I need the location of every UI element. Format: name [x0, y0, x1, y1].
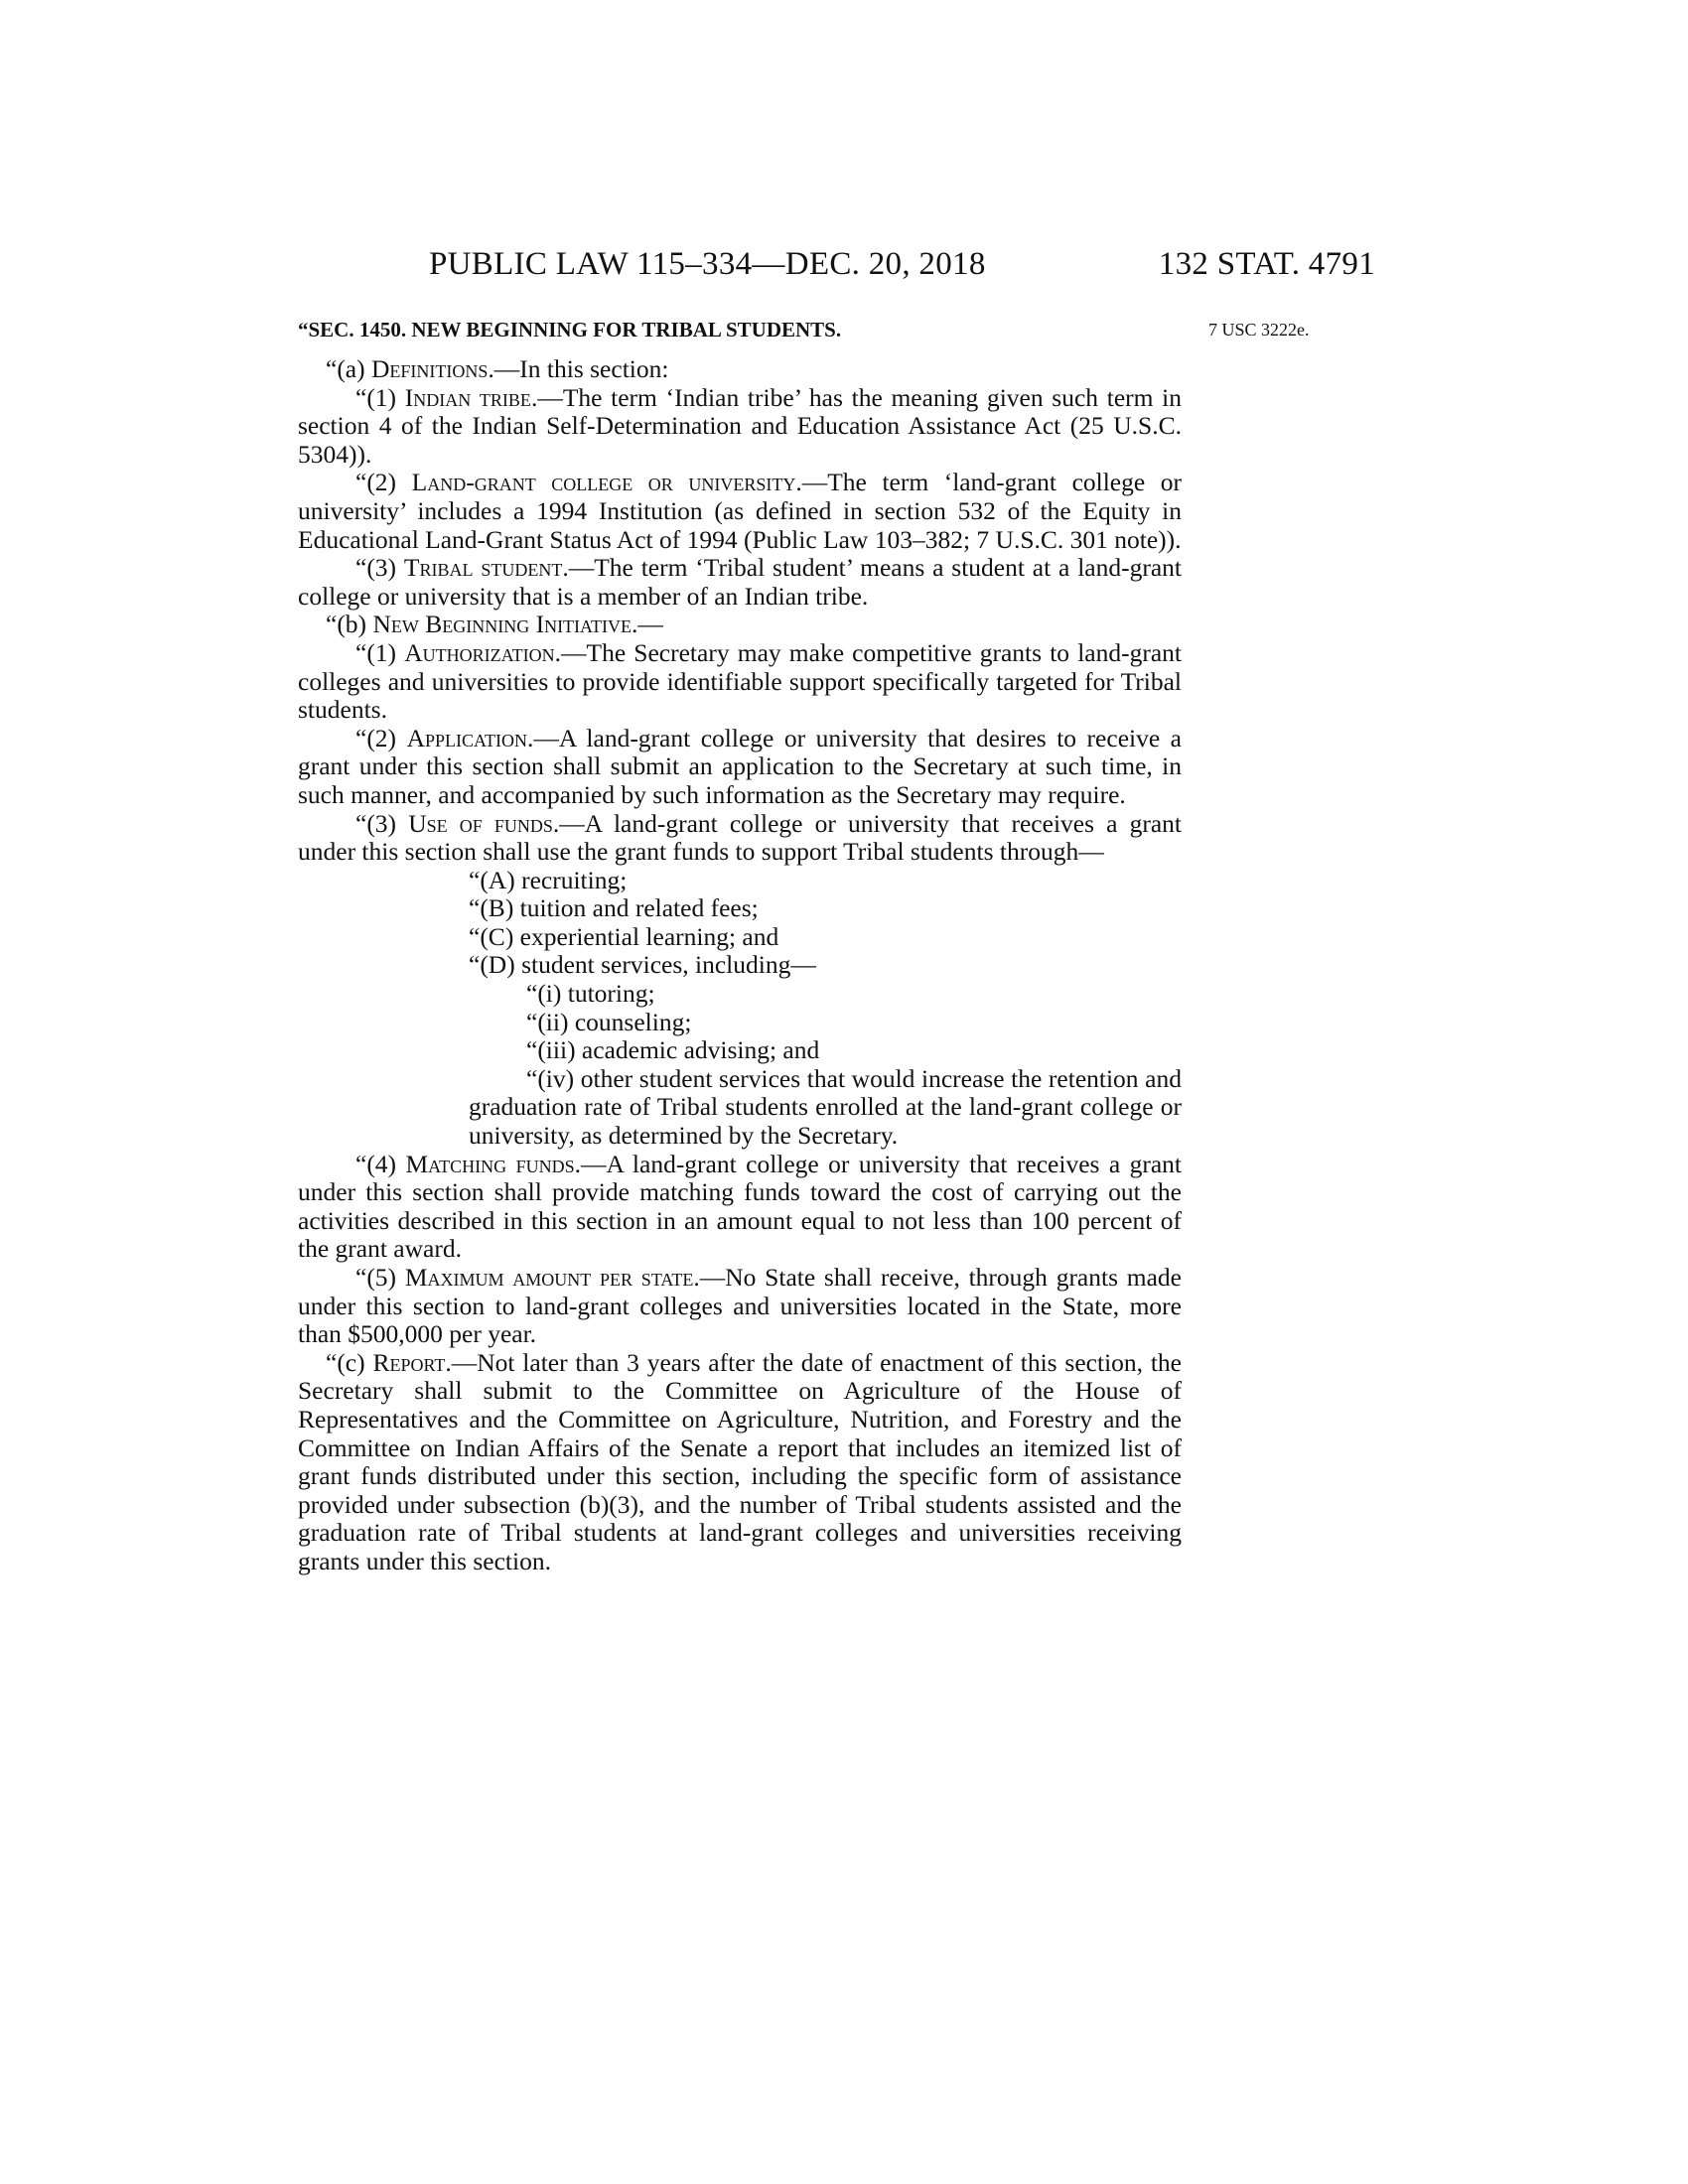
section-body [298, 355, 1182, 1576]
running-head: PUBLIC LAW 115–334—DEC. 20, 2018 [429, 246, 986, 282]
subsection-b: “(b) New Beginning Initiative.— [326, 610, 663, 639]
section-heading: “SEC. 1450. NEW BEGINNING FOR TRIBAL STUDENTS. [298, 318, 842, 341]
paragraph-b4-caption: Matching funds [405, 1149, 575, 1178]
subparagraph-b3B: “(B) tuition and related fees; [469, 893, 759, 923]
subparagraph-b3D: “(D) student services, including— [469, 950, 816, 980]
paragraph-a2-caption: Land-grant college or university [411, 468, 796, 497]
clause-b3Di: “(i) tutoring; [526, 979, 655, 1009]
paragraph-b1: “(1) Authorization.—The Secretary may make competitive grants to land-grant colleges and universities to provide identifiable support specifically targeted for Tribal students. [298, 637, 1182, 725]
paragraph-b5-caption: Maximum amount per state [404, 1263, 694, 1292]
paragraph-b3: “(3) Use of funds.—A land-grant college or university that receives a grant under this section shall use the grant funds to support Tribal students through— [298, 808, 1182, 867]
usc-margin-note: 7 USC 3222e. [1208, 320, 1310, 340]
paragraph-a2: “(2) Land-grant college or university.—The term ‘land-grant college or university’ includes a 1994 Institution (as defined in section 532 of the Equity in Educational Land-Grant Status Act of 1994 (Public Law 103–382; 7 U.S.C. 301 note)). [298, 468, 1182, 554]
subparagraph-b3A: “(A) recruiting; [469, 865, 628, 894]
subsection-b-caption: New Beginning Initiative [372, 610, 633, 639]
paragraph-b3-caption: Use of funds [408, 808, 553, 838]
statute-page-number: 132 STAT. 4791 [1158, 246, 1375, 282]
paragraph-b2-caption: Application [406, 723, 528, 752]
paragraph-a1-caption: Indian tribe [404, 382, 531, 412]
subsection-a-caption: Definitions [371, 354, 489, 383]
paragraph-a3: “(3) Tribal student.—The term ‘Tribal student’ means a student at a land-grant college or university that is a member of an Indian tribe. [298, 553, 1182, 611]
paragraph-b1-caption: Authorization [404, 637, 555, 667]
clause-b3Dii: “(ii) counseling; [526, 1007, 692, 1036]
clause-b3Diii: “(iii) academic advising; and [526, 1035, 820, 1065]
paragraph-a1: “(1) Indian tribe.—The term ‘Indian tribe’ has the meaning given such term in section 4 of the Indian Self-Determination and Education Assistance Act (25 U.S.C. 5304)). [298, 382, 1182, 469]
subparagraph-b3C: “(C) experiential learning; and [469, 921, 779, 951]
paragraph-a3-caption: Tribal student [403, 553, 563, 583]
page-header [298, 246, 1375, 294]
paragraph-b4: “(4) Matching funds.—A land-grant college or university that receives a grant under this section shall provide matching funds toward the cost of carrying out the activities described in this section in an amount equal to not less than 100 percent of the grant award. [298, 1149, 1182, 1264]
subsection-c: “(c) Report.—Not later than 3 years after the date of enactment of this section, the Secretary shall submit to the Committee on Agriculture of the House of Representatives and the Committee on Agriculture, Nutrition, and Forestry and the Committee on Indian Affairs of the Senate a report that includes an itemized list of grant funds distributed under this section, including the specific form of assistance provided under subsection (b)(3), and the number of Tribal students assisted and the graduation rate of Tribal students at land-grant colleges and universities receiving grants under this section. [298, 1347, 1182, 1575]
subsection-a: “(a) Definitions.—In this section: [326, 354, 669, 383]
paragraph-b2: “(2) Application.—A land-grant college or university that desires to receive a grant under this section shall submit an application to the Secretary at such time, in such manner, and accompanied by such information as the Secretary may require. [298, 723, 1182, 809]
clause-b3Div: “(iv) other student services that would increase the retention and graduation rate of Tribal students enrolled at the land-grant college or university, as determined by the Secretary. [469, 1063, 1182, 1151]
paragraph-b5: “(5) Maximum amount per state.—No State shall receive, through grants made under this section to land-grant colleges and universities located in the State, more than $500,000 per year. [298, 1263, 1182, 1349]
subsection-c-caption: Report [372, 1347, 446, 1377]
